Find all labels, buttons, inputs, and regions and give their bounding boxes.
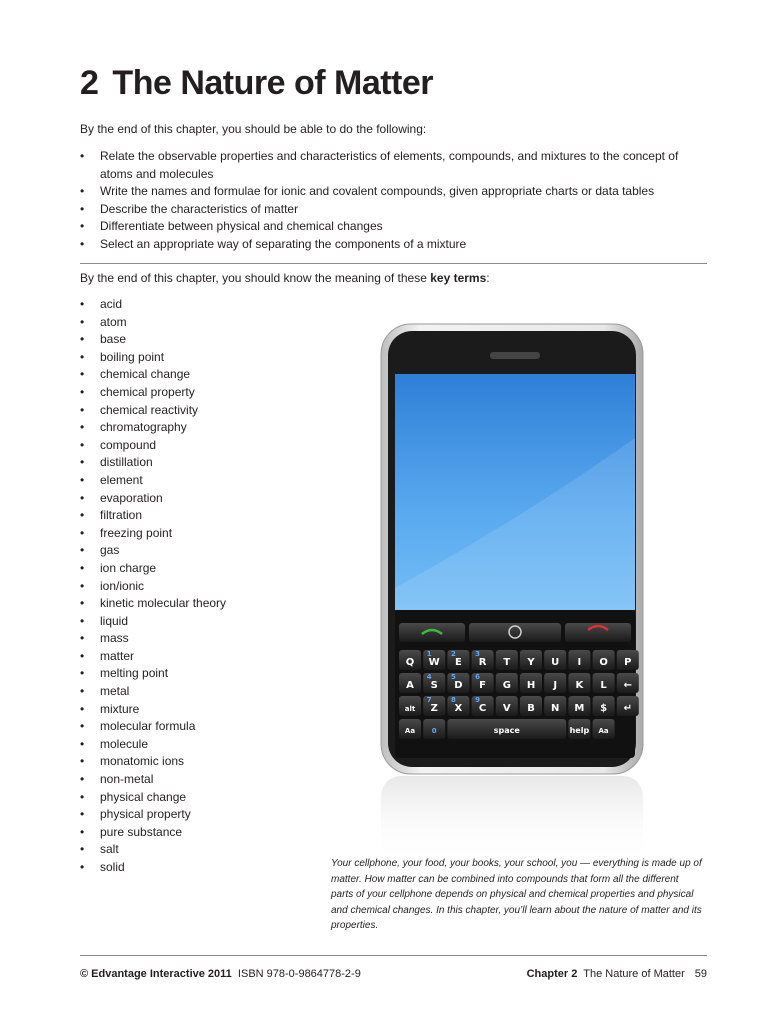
objectives-list xyxy=(80,148,680,253)
phone-key-number: 1 xyxy=(426,650,432,658)
key-term-item: • kinetic molecular theory xyxy=(80,595,226,613)
key-term-item: • matter xyxy=(80,648,226,666)
footer-divider xyxy=(80,955,707,956)
key-term-item: • chemical change xyxy=(80,366,226,384)
key-term-item: • pure substance xyxy=(80,824,226,842)
figure-caption: Your cellphone, your food, your books, your school, you — everything is made up of matter. How matter can be combined into compounds that form all the different parts of your cellphone depends on physical and chemical properties and physical and chemical changes. In this chapter, you’ll learn about the nature of matter and its properties. xyxy=(331,858,702,931)
key-terms-intro: By the end of this chapter, you should know the meaning of these key terms: xyxy=(80,271,490,285)
objective-item: • Differentiate between physical and chemical changes xyxy=(80,218,680,236)
phone-key-label: ← xyxy=(623,680,632,691)
phone-key-number: 8 xyxy=(450,696,456,704)
phone-key-label: O xyxy=(599,657,608,668)
phone-key-label: F xyxy=(479,680,487,691)
key-term-item: • solid xyxy=(80,859,226,877)
phone-key-label: H xyxy=(526,680,536,691)
phone-key-label: Y xyxy=(527,657,535,668)
phone-key-label: U xyxy=(551,657,560,668)
objectives-intro: By the end of this chapter, you should be able to do the following: xyxy=(80,122,427,136)
phone-key-label: M xyxy=(574,703,585,714)
phone-key-label: V xyxy=(502,703,511,714)
key-term-item: • liquid xyxy=(80,613,226,631)
key-terms-list xyxy=(80,296,226,877)
objective-item: • Write the names and formulae for ionic and covalent compounds, given appropriate charts or data tables xyxy=(80,183,680,201)
key-term-item: • distillation xyxy=(80,454,226,472)
chapter-title: 2 The Nature of Matter xyxy=(80,64,434,102)
phone-key-number: 7 xyxy=(426,696,432,704)
phone-key-label: 0 xyxy=(431,727,437,735)
footer-copyright: © Edvantage Interactive 2011 ISBN 978-0-9864778-2-9 xyxy=(80,968,361,980)
phone-key-label: C xyxy=(478,703,487,714)
key-term-item: • chromatography xyxy=(80,419,226,437)
key-term-item: • gas xyxy=(80,542,226,560)
key-term-item: • physical property xyxy=(80,806,226,824)
phone-key-label: L xyxy=(600,680,607,691)
phone-key-label: Aa xyxy=(598,727,609,735)
key-term-item: • chemical property xyxy=(80,384,226,402)
phone-key-label: G xyxy=(502,680,511,691)
phone-key-number: 2 xyxy=(450,650,456,658)
phone-key-label: space xyxy=(493,726,520,735)
phone-key-number: 9 xyxy=(475,696,481,704)
key-term-item: • mass xyxy=(80,630,226,648)
key-term-item: • metal xyxy=(80,683,226,701)
key-term-item: • molecular formula xyxy=(80,718,226,736)
key-term-item: • ion/ionic xyxy=(80,578,226,596)
key-term-item: • salt xyxy=(80,841,226,859)
key-term-item: • molecule xyxy=(80,736,226,754)
phone-key-label: help xyxy=(569,726,590,735)
key-term-item: • element xyxy=(80,472,226,490)
key-term-item: • evaporation xyxy=(80,490,226,508)
phone-key-number: 3 xyxy=(475,650,481,658)
key-term-item: • monatomic ions xyxy=(80,753,226,771)
phone-key-label: A xyxy=(406,680,414,691)
cellphone-image xyxy=(372,318,650,863)
key-term-item: • base xyxy=(80,331,226,349)
phone-key-label: alt xyxy=(404,705,416,713)
phone-key-label: E xyxy=(454,657,462,668)
page-number: 59 xyxy=(694,968,707,980)
objective-item: • Select an appropriate way of separating the components of a mixture xyxy=(80,236,680,254)
phone-key-label: X xyxy=(454,703,463,714)
objective-item: • Describe the characteristics of matter xyxy=(80,201,680,219)
phone-key-label: P xyxy=(624,657,632,668)
objective-item: • Relate the observable properties and characteristics of elements, compounds, and mixtures to the concept of atoms and molecules xyxy=(80,148,680,183)
phone-key-label: Q xyxy=(405,657,415,668)
key-term-item: • ion charge xyxy=(80,560,226,578)
footer-chapter: Chapter 2 The Nature of Matter 59 xyxy=(526,968,707,980)
key-term-item: • atom xyxy=(80,314,226,332)
phone-key-label: $ xyxy=(600,703,608,714)
key-term-item: • non-metal xyxy=(80,771,226,789)
phone-key-label: J xyxy=(553,680,558,691)
key-term-item: • compound xyxy=(80,437,226,455)
phone-key-label: R xyxy=(478,657,487,668)
phone-key-label: D xyxy=(454,680,463,691)
key-term-item: • filtration xyxy=(80,507,226,525)
key-term-item: • melting point xyxy=(80,665,226,683)
phone-key-label: B xyxy=(527,703,535,714)
phone-key-label: N xyxy=(551,703,560,714)
key-term-item: • freezing point xyxy=(80,525,226,543)
key-term-item: • chemical reactivity xyxy=(80,402,226,420)
key-term-item: • physical change xyxy=(80,789,226,807)
key-term-item: • mixture xyxy=(80,701,226,719)
key-term-item: • acid xyxy=(80,296,226,314)
phone-key-label: I xyxy=(577,657,582,668)
phone-key-label: W xyxy=(428,657,440,668)
phone-key-number: 6 xyxy=(475,673,481,681)
key-term-item: • boiling point xyxy=(80,349,226,367)
phone-key-label: S xyxy=(430,680,438,691)
phone-key-label: Z xyxy=(430,703,438,714)
phone-key-number: 5 xyxy=(450,673,456,681)
phone-key-label: K xyxy=(575,680,584,691)
phone-key-label: ↵ xyxy=(623,703,632,714)
phone-key-number: 4 xyxy=(426,673,432,681)
phone-key-label: T xyxy=(503,657,511,668)
phone-key-label: Aa xyxy=(404,727,416,735)
divider xyxy=(80,263,707,264)
